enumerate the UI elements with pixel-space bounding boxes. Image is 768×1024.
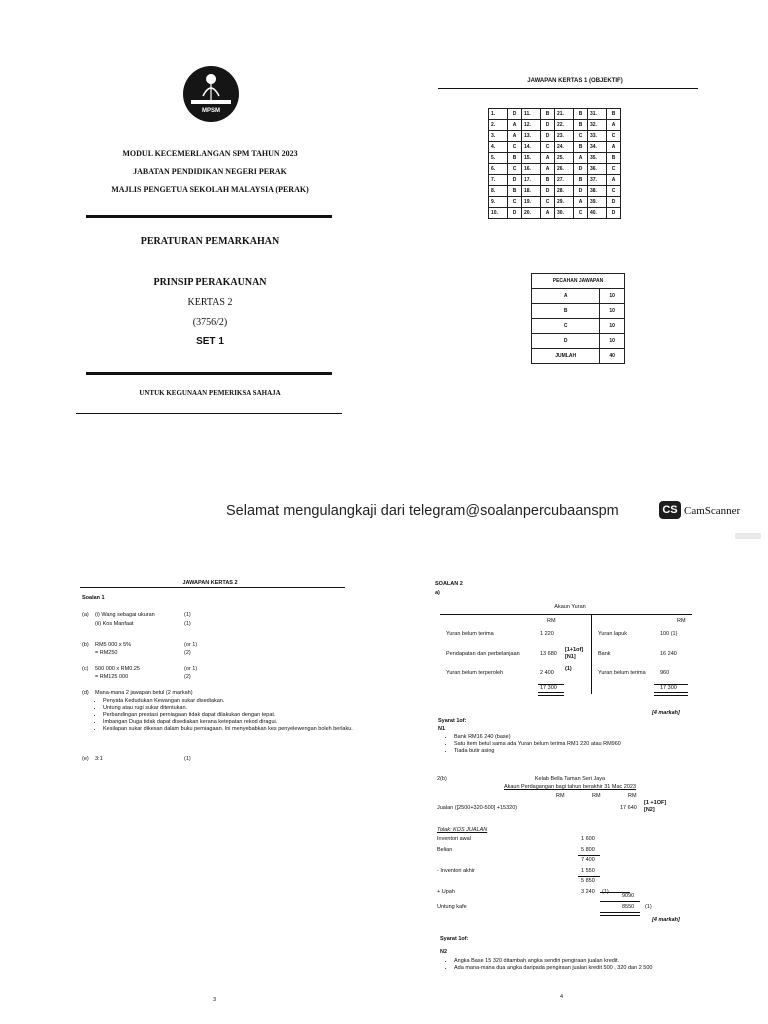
debit-item-amount: 13 680	[540, 651, 557, 657]
cover-divider-2	[86, 372, 332, 375]
tolak-kos-jualan: Tolak: KOS JUALAN	[437, 827, 488, 833]
marks-b: [4 markah]	[652, 917, 680, 923]
objective-row	[489, 109, 621, 120]
syarat-2: Syarat 1of:	[440, 936, 469, 942]
answer-letter: B	[607, 153, 621, 164]
answer-letter: C	[508, 164, 522, 175]
answer-letter: D	[541, 131, 555, 142]
cover-subject: PRINSIP PERAKAUNAN	[153, 277, 267, 288]
answer-letter: C	[574, 208, 588, 219]
question-number: 29.	[555, 197, 574, 208]
debit-item-label: Yuran belum terperoleh	[446, 670, 504, 676]
answer-letter: C	[508, 142, 522, 153]
answer-letter: C	[508, 197, 522, 208]
condition-item: • Satu item betul sama ada Yuran belum terima RM1 220 atau RM960	[454, 741, 704, 748]
breakdown-count: 10	[600, 334, 625, 349]
question-number: 6.	[489, 164, 508, 175]
q1a-answer-2: (ii) Kos Manfaat	[95, 621, 134, 627]
rm-header-right: RM	[677, 618, 686, 624]
debit-item-mark: (1)	[565, 666, 572, 672]
answer-letter: D	[607, 208, 621, 219]
kos-row-amount: 5 850	[581, 878, 595, 884]
question-number: 32.	[588, 120, 607, 131]
q1b-mark-1: (or 1)	[184, 642, 198, 648]
answer-letter: A	[541, 208, 555, 219]
objective-row	[489, 175, 621, 186]
answer-letter: B	[574, 142, 588, 153]
answer-point: • Perbandingan prestasi perniagaan tidak dapat dilakukan dengan tepat.	[103, 712, 353, 719]
rm-col-1: RM	[556, 793, 565, 799]
kos-row-amount: 1 550	[581, 867, 595, 874]
cover-divider-1	[86, 215, 332, 218]
q1b-line-2: = RM250	[95, 650, 118, 656]
q1c-line-1: 500 000 x RM0.25	[95, 666, 140, 672]
q1c-mark-2: (2)	[184, 674, 191, 680]
cover-set: SET 1	[196, 336, 224, 347]
n1-list	[446, 734, 704, 755]
untung-mark: (1)	[645, 904, 652, 910]
debit-item-label: Yuran belum terima	[446, 631, 494, 637]
objective-row	[489, 164, 621, 175]
question-number: 21.	[555, 109, 574, 120]
breakdown-row	[532, 349, 625, 364]
kos-row-amount: 3 240	[581, 888, 595, 895]
q1a-label: (a)	[82, 612, 89, 618]
question-number: 14.	[522, 142, 541, 153]
question-number: 28.	[555, 186, 574, 197]
credit-item-label: Bank	[598, 651, 611, 657]
objective-title: JAWAPAN KERTAS 1 (OBJEKTIF)	[527, 78, 623, 84]
q1c-line-2: = RM125 000	[95, 674, 129, 680]
objective-row	[489, 197, 621, 208]
akaun-yuran-title: Akaun Yuran	[554, 604, 586, 610]
answer-letter: D	[508, 109, 522, 120]
question-number: 10.	[489, 208, 508, 219]
cover-title: PERATURAN PEMARKAHAN	[140, 236, 280, 247]
answer-letter: B	[574, 175, 588, 186]
answer-letter: A	[574, 153, 588, 164]
total-right: 17 300	[660, 685, 677, 691]
objective-row	[489, 142, 621, 153]
condition-item: • Angka Base 15 320 ditambah angka sendiri pengiraan jualan kredit.	[454, 958, 714, 965]
q1b-line-1: RM5 000 x 5%	[95, 642, 132, 648]
answer-letter: B	[574, 109, 588, 120]
page3-number: 3	[213, 997, 217, 1003]
question-number: 24.	[555, 142, 574, 153]
q1c-mark-1: (or 1)	[184, 666, 198, 672]
breakdown-letter: A	[532, 289, 600, 304]
answer-letter: C	[541, 142, 555, 153]
answer-letter: A	[541, 164, 555, 175]
answer-letter: B	[541, 175, 555, 186]
rm-header-left: RM	[547, 618, 556, 624]
question-number: 3.	[489, 131, 508, 142]
question-number: 22.	[555, 120, 574, 131]
answer-letter: B	[607, 109, 621, 120]
debit-item-label: Pendapatan dan perbelanjaan	[446, 651, 520, 657]
question-number: 20.	[522, 208, 541, 219]
credit-item-amount: 100 (1)	[660, 631, 678, 637]
answer-letter: A	[508, 131, 522, 142]
answer-letter: D	[574, 164, 588, 175]
question-number: 18.	[522, 186, 541, 197]
breakdown-letter: C	[532, 319, 600, 334]
question-number: 26.	[555, 164, 574, 175]
breakdown-row	[532, 304, 625, 319]
breakdown-count: 40	[600, 349, 625, 364]
objective-row	[489, 153, 621, 164]
answer-letter: B	[574, 120, 588, 131]
question-number: 12.	[522, 120, 541, 131]
t-account-divider	[591, 614, 592, 694]
question-number: 19.	[522, 197, 541, 208]
subtotal-rule	[578, 855, 600, 856]
answer-letter: D	[541, 120, 555, 131]
answer-letter: A	[607, 120, 621, 131]
kos-row-amount: 7 400	[581, 857, 595, 863]
page4-soalan: SOALAN 2	[435, 581, 463, 587]
condition-item: • Bank RM16 240 (base)	[454, 734, 704, 741]
untung-rule	[600, 901, 640, 902]
answer-letter: B	[508, 186, 522, 197]
question-number: 33.	[588, 131, 607, 142]
question-number: 4.	[489, 142, 508, 153]
credit-item-label: Yuran lapuk	[598, 631, 628, 637]
camscanner-mini-mark	[735, 533, 761, 539]
camscanner-badge-icon: CS	[659, 501, 681, 519]
jualan-label: Jualan ([2500+320-500] +15320)	[437, 805, 518, 811]
answer-breakdown-table	[531, 273, 625, 364]
untung-value: 8550	[622, 904, 635, 910]
page4-part-a: a)	[435, 590, 440, 596]
question-number: 13.	[522, 131, 541, 142]
question-number: 17.	[522, 175, 541, 186]
untung-double-rule	[600, 912, 640, 916]
debit-item-amount: 2 400	[540, 670, 554, 676]
question-number: 2.	[489, 120, 508, 131]
objective-row	[489, 131, 621, 142]
kos-row-amount: 1 600	[581, 836, 595, 842]
syarat-1: Syarat 1of:	[438, 718, 467, 724]
answer-point: • Imbangan Duga tidak dapat disediakan kerana ketepatan rekod diragui.	[103, 719, 353, 726]
breakdown-count: 10	[600, 319, 625, 334]
telegram-banner-text: Selamat mengulangkaji dari telegram@soalanpercubaanspm	[226, 503, 619, 519]
answer-letter: C	[607, 131, 621, 142]
question-number: 7.	[489, 175, 508, 186]
credit-item-amount: 16 240	[660, 651, 677, 657]
kos-total: 9090	[622, 893, 635, 899]
question-number: 31.	[588, 109, 607, 120]
kos-row-label: + Upah	[437, 888, 455, 895]
question-number: 15.	[522, 153, 541, 164]
q1a-answer-1: (i) Wang sebagai ukuran	[95, 612, 155, 618]
camscanner-label: CamScanner	[684, 505, 741, 517]
answer-letter: D	[541, 186, 555, 197]
breakdown-count: 10	[600, 289, 625, 304]
breakdown-row	[532, 334, 625, 349]
kos-row-amount: 5 800	[581, 846, 595, 853]
cover-line-1: MODUL KECEMERLANGAN SPM TAHUN 2023	[122, 149, 298, 158]
answer-point: • Kesilapan sukar dikesan dalam buku perniagaan. Ini menyebabkan kes penyelewengan boleh berlaku.	[103, 726, 353, 733]
page3-soalan: Soalan 1	[82, 595, 105, 601]
q1b-mark-2: (2)	[184, 650, 191, 656]
question-number: 8.	[489, 186, 508, 197]
question-number: 40.	[588, 208, 607, 219]
untung-label: Untung kafe	[437, 904, 467, 910]
q1c-label: (c)	[82, 666, 89, 672]
answer-letter: D	[607, 197, 621, 208]
question-number: 37.	[588, 175, 607, 186]
answer-letter: C	[541, 197, 555, 208]
answer-letter: D	[508, 208, 522, 219]
rm-col-2: RM	[592, 793, 601, 799]
answer-letter: A	[607, 142, 621, 153]
question-number: 25.	[555, 153, 574, 164]
credit-item-amount: 960	[660, 670, 670, 676]
jualan-mark: [1 +1OF] [N2]	[644, 800, 667, 813]
answer-letter: D	[574, 186, 588, 197]
question-number: 39.	[588, 197, 607, 208]
question-number: 5.	[489, 153, 508, 164]
n1-label: N1	[438, 726, 446, 732]
objective-row	[489, 120, 621, 131]
cover-paper: KERTAS 2	[187, 297, 233, 308]
objective-row	[489, 208, 621, 219]
objective-title-rule	[438, 88, 698, 89]
breakdown-row	[532, 289, 625, 304]
q1d-heading: Mana-mana 2 jawapan betul (2 markah)	[95, 690, 193, 696]
total-left: 17 300	[540, 685, 557, 691]
marks-a: [4 markah]	[652, 710, 680, 716]
answer-letter: C	[607, 164, 621, 175]
question-number: 11.	[522, 109, 541, 120]
answer-point: • Untung atau rugi sukar ditentukan.	[103, 705, 353, 712]
n2-list	[446, 958, 714, 972]
breakdown-letter: JUMLAH	[532, 349, 600, 364]
condition-item: • Tiada butir asing	[454, 748, 704, 755]
cover-footer: UNTUK KEGUNAAN PEMERIKSA SAHAJA	[139, 389, 281, 397]
question-number: 35.	[588, 153, 607, 164]
question-number: 23.	[555, 131, 574, 142]
question-number: 27.	[555, 175, 574, 186]
kos-row-label: Inventori awal	[437, 836, 471, 842]
kos-row-label: - Inventori akhir	[437, 867, 475, 874]
breakdown-letter: B	[532, 304, 600, 319]
answer-letter: A	[541, 153, 555, 164]
page3-title-rule	[80, 587, 345, 588]
subtotal-rule	[578, 876, 600, 877]
answer-letter: C	[574, 131, 588, 142]
debit-item-mark: [1+1of] [N1]	[565, 647, 584, 660]
question-number: 30.	[555, 208, 574, 219]
breakdown-letter: D	[532, 334, 600, 349]
mpsm-logo	[183, 66, 239, 122]
objective-row	[489, 186, 621, 197]
answer-letter: D	[508, 175, 522, 186]
question-number: 1.	[489, 109, 508, 120]
page4-number: 4	[560, 994, 564, 1000]
q1a-mark-1: (1)	[184, 612, 191, 618]
q2b-label: 2(b)	[437, 776, 447, 782]
page3-title: JAWAPAN KERTAS 2	[182, 580, 238, 586]
q1e-label: (e)	[82, 756, 89, 762]
cover-line-3: MAJLIS PENGETUA SEKOLAH MALAYSIA (PERAK)	[111, 185, 309, 194]
q1a-mark-2: (1)	[184, 621, 191, 627]
cover-line-2: JABATAN PENDIDIKAN NEGERI PERAK	[133, 167, 287, 176]
t-account-top-rule	[440, 614, 692, 615]
answer-letter: C	[607, 186, 621, 197]
breakdown-title: PECAHAN JAWAPAN	[532, 274, 625, 289]
q1d-label: (d)	[82, 690, 89, 696]
answer-letter: A	[607, 175, 621, 186]
q1e-mark: (1)	[184, 756, 191, 762]
n2-label: N2	[440, 949, 448, 955]
breakdown-row	[532, 319, 625, 334]
question-number: 38.	[588, 186, 607, 197]
answer-letter: A	[508, 120, 522, 131]
club-name: Kelab Bella Taman Seri Jaya	[534, 776, 606, 782]
trading-account-title: Akaun Perdagangan bagi tahun berakhir 31 Mac 2023	[503, 784, 637, 790]
q1b-label: (b)	[82, 642, 89, 648]
question-number: 36.	[588, 164, 607, 175]
kos-row-label: Belian	[437, 846, 453, 853]
question-number: 16.	[522, 164, 541, 175]
answer-letter: B	[508, 153, 522, 164]
answer-letter: B	[541, 109, 555, 120]
q1d-answer-list	[95, 698, 353, 733]
cover-code: (3756/2)	[192, 317, 228, 328]
breakdown-count: 10	[600, 304, 625, 319]
q1e-answer: 3:1	[95, 756, 103, 762]
total-left-double-rule	[538, 692, 564, 696]
debit-item-amount: 1 220	[540, 631, 554, 637]
total-right-double-rule	[654, 692, 688, 696]
question-number: 34.	[588, 142, 607, 153]
answer-letter: A	[574, 197, 588, 208]
question-number: 9.	[489, 197, 508, 208]
credit-item-label: Yuran belum terima	[598, 670, 646, 676]
rm-col-3: RM	[628, 793, 637, 799]
objective-answer-table	[488, 108, 621, 219]
jualan-value: 17 640	[620, 805, 637, 811]
cover-divider-3	[76, 413, 342, 414]
logo-text: MPSM	[202, 108, 220, 114]
condition-item: • Ada mana-mana dua angka daripada pengiraan jualan kredit 500 , 320 dan 2 500	[454, 965, 714, 972]
answer-point: • Penyata Kedudukan Kewangan sukar disediakan.	[103, 698, 353, 705]
